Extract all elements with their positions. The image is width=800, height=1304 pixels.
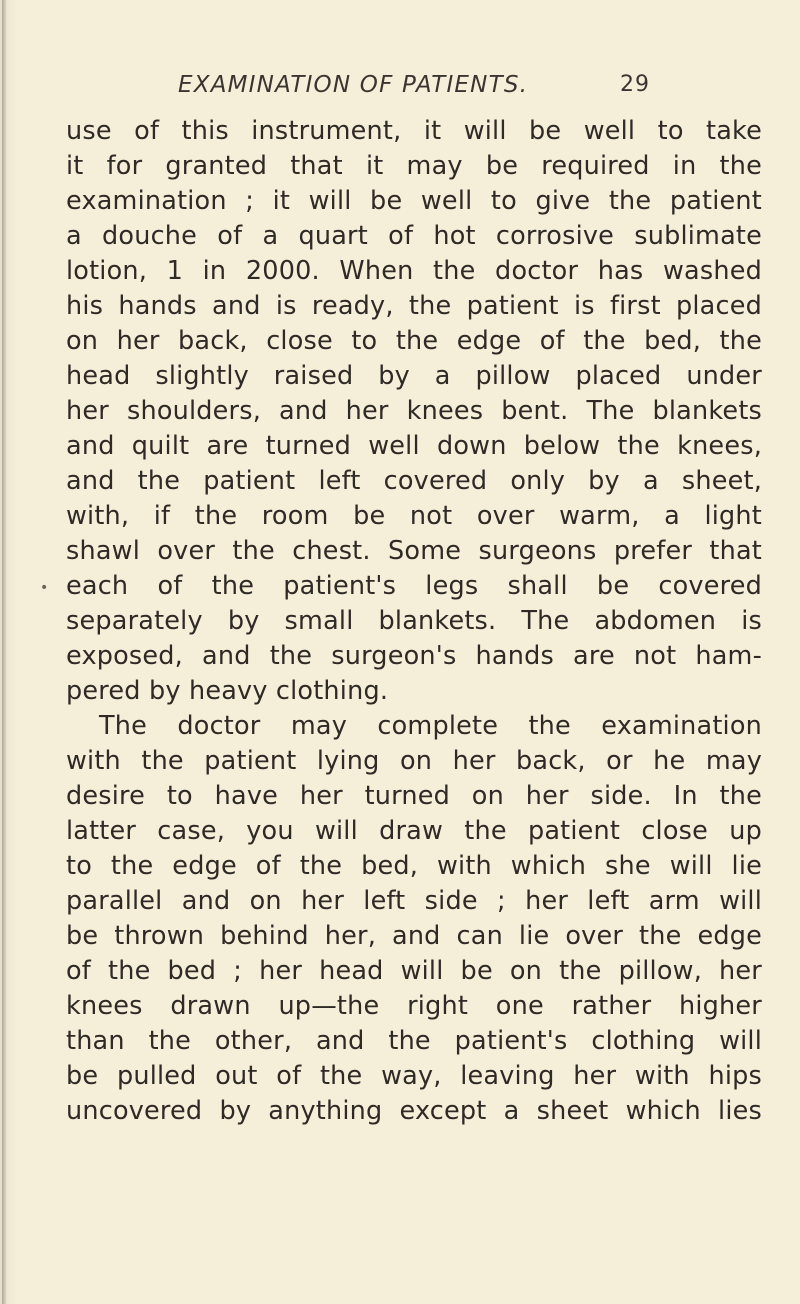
- text-line: his hands and is ready, the patient is first placed: [66, 291, 762, 321]
- text-line: parallel and on her left side ; her left arm will: [66, 886, 762, 916]
- text-line: pered by heavy clothing.: [66, 676, 389, 706]
- text-line: with, if the room be not over warm, a light: [66, 501, 762, 531]
- running-head: EXAMINATION OF PATIENTS.: [178, 72, 529, 98]
- text-line: a douche of a quart of hot corrosive sublimate: [66, 221, 762, 251]
- text-line: each of the patient's legs shall be covered: [66, 571, 762, 601]
- text-line: and the patient left covered only by a sheet,: [66, 466, 762, 496]
- text-line: lotion, 1 in 2000. When the doctor has washed: [66, 256, 762, 286]
- text-line: her shoulders, and her knees bent. The blankets: [66, 396, 762, 426]
- text-line: uncovered by anything except a sheet which lies: [66, 1096, 762, 1126]
- margin-mark: •: [40, 580, 49, 596]
- page-number: 29: [620, 72, 650, 97]
- text-line: and quilt are turned well down below the knees,: [66, 431, 762, 461]
- page-header: [0, 60, 800, 100]
- text-line: of the bed ; her head will be on the pillow, her: [66, 956, 762, 986]
- text-line: be pulled out of the way, leaving her with hips: [66, 1061, 762, 1091]
- text-line: with the patient lying on her back, or he may: [66, 746, 762, 776]
- text-line: latter case, you will draw the patient close up: [66, 816, 762, 846]
- text-line: use of this instrument, it will be well to take: [66, 116, 762, 146]
- text-line: on her back, close to the edge of the bed, the: [66, 326, 762, 356]
- text-line: than the other, and the patient's clothing will: [66, 1026, 762, 1056]
- text-line: be thrown behind her, and can lie over the edge: [66, 921, 762, 951]
- text-line: to the edge of the bed, with which she will lie: [66, 851, 762, 881]
- text-line: shawl over the chest. Some surgeons prefer that: [66, 536, 762, 566]
- body-text: [66, 114, 762, 1129]
- text-line: knees drawn up—the right one rather higher: [66, 991, 762, 1021]
- text-line: it for granted that it may be required in the: [66, 151, 762, 181]
- text-line: examination ; it will be well to give the patient: [66, 186, 762, 216]
- text-line: desire to have her turned on her side. In the: [66, 781, 762, 811]
- page-spine-edge: [2, 0, 7, 1304]
- text-line: separately by small blankets. The abdomen is: [66, 606, 762, 636]
- text-line: exposed, and the surgeon's hands are not ham-: [66, 641, 762, 671]
- text-line: The doctor may complete the examination: [99, 711, 762, 741]
- text-line: head slightly raised by a pillow placed under: [66, 361, 762, 391]
